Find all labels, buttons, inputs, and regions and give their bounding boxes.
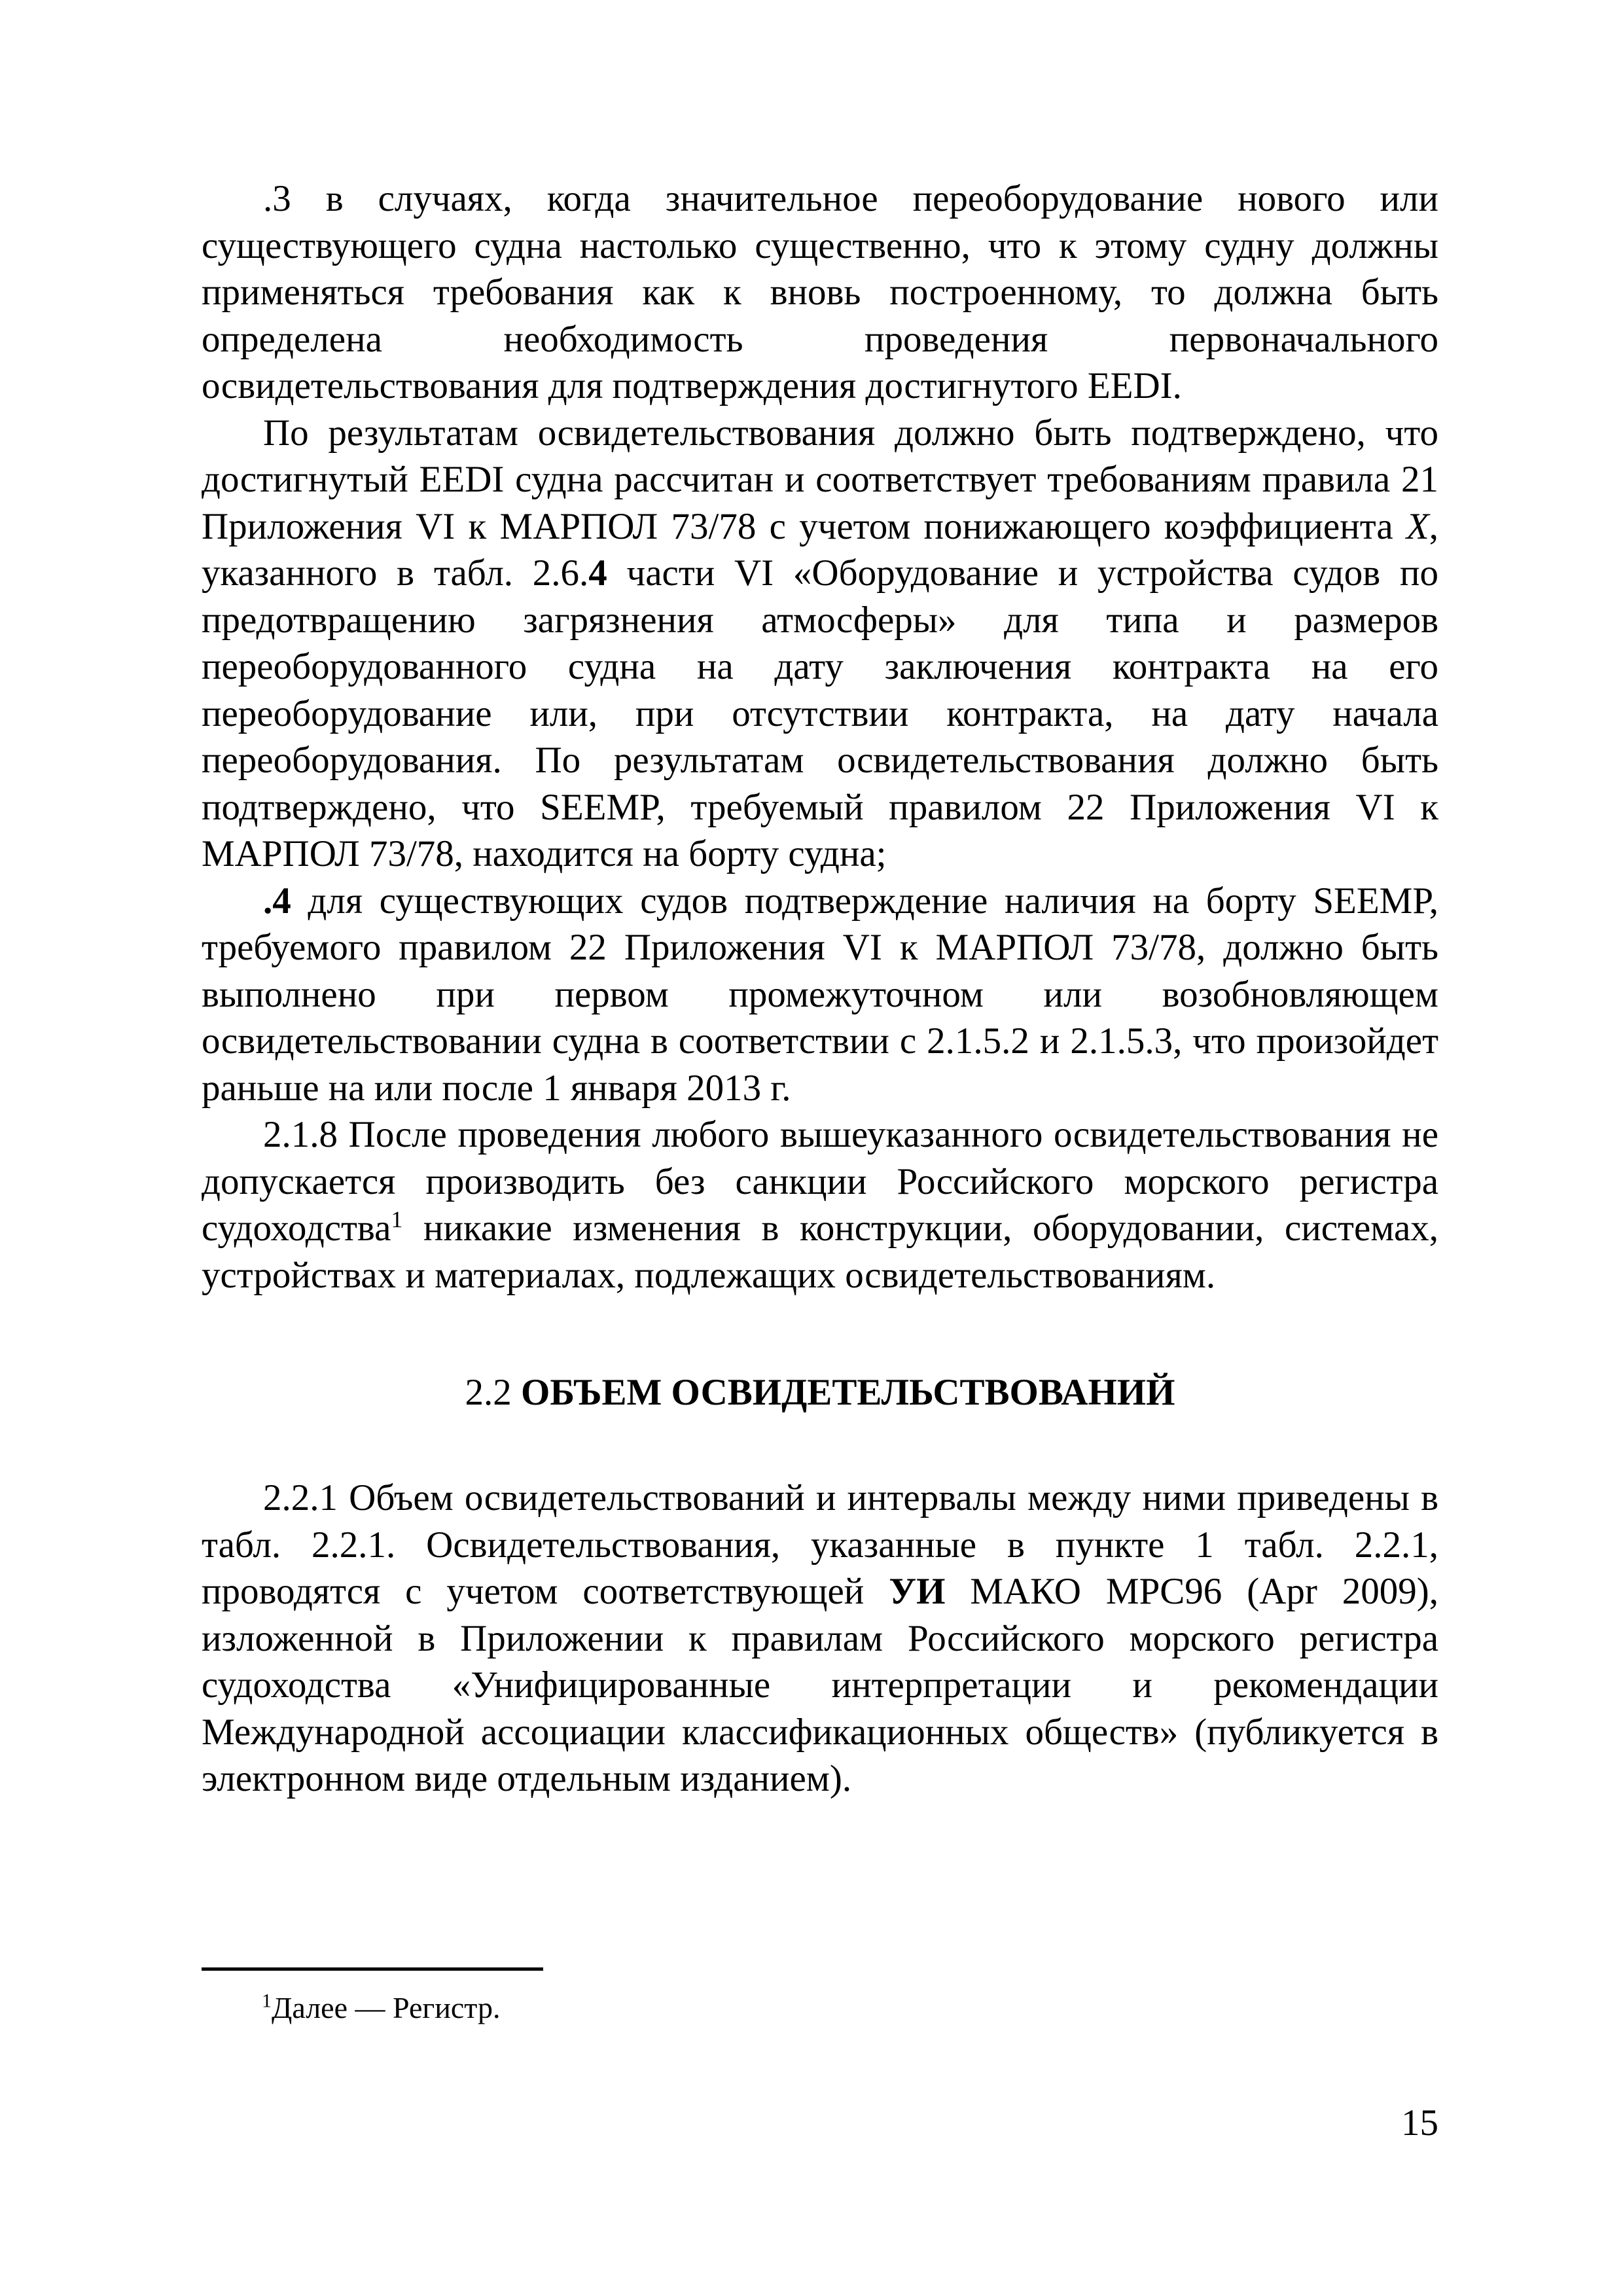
- footnote-text: Далее — Регистр.: [272, 1991, 501, 2024]
- paragraph-item-3: [202, 175, 1438, 410]
- paragraph-text: МАКО MPC96 (Apr 2009), изложенной в Приложении к правилам Российского морского регистра судоходства «Унифицированные интерпретации и рекомендации Международной ассоциации классификационных обществ» (публикуется в электронном виде отдельным изданием).: [202, 1571, 1439, 1799]
- paragraph-text: никакие изменения в конструкции, оборудовании, системах, устройствах и материалах, подлежащих освидетельствованиям.: [202, 1208, 1438, 1296]
- table-ref-bold: 4: [588, 552, 607, 594]
- paragraph-text: .3 в случаях, когда значительное переоборудование нового или существующего судна настолько существенно, что к этому судну должны применяться требования как к вновь построенному, то должна быть определена необходимость проведения первоначального освидетельствования для подтверждения достигнутого EEDI.: [202, 178, 1438, 406]
- section-heading: [202, 1369, 1438, 1416]
- paragraph-text: По результатам освидетельствования должно быть подтверждено, что достигнутый EEDI судна рассчитан и соответствует требованиям правила 21 Приложения VI к МАРПОЛ 73/78 с учетом понижающего коэффициента: [202, 412, 1438, 547]
- paragraph-survey-results: [202, 410, 1438, 878]
- section-number: 2.2: [465, 1372, 521, 1413]
- page-number: 15: [1401, 2102, 1438, 2144]
- paragraph-text: для существующих судов подтверждение наличия на борту SEEMP, требуемого правилом 22 Приложения VI к МАРПОЛ 73/78, должно быть выполнено при первом промежуточном или возобновляющем освидетельствовании судна в соответствии с 2.1.5.2 и 2.1.5.3, что произойдет раньше на или после 1 января 2013 г.: [202, 880, 1438, 1109]
- footnote-reference[interactable]: 1: [391, 1206, 403, 1232]
- footnote-divider: [202, 1967, 543, 1971]
- paragraph-2-2-1: [202, 1475, 1438, 1803]
- item-number: .4: [263, 880, 291, 922]
- paragraph-text: части VI «Оборудование и устройства судов по предотвращению загрязнения атмосферы» для типа и размеров переоборудованного судна на дату заключения контракта на его переоборудование или, при отсутствии контракта, на дату начала переоборудования. По результатам освидетельствования должно быть подтверждено, что SEEMP, требуемый правилом 22 Приложения VI к МАРПОЛ 73/78, находится на борту судна;: [202, 552, 1438, 874]
- body-text-lower: [202, 1475, 1438, 1803]
- body-text-upper: [202, 175, 1438, 1299]
- paragraph-text: , указанного в табл. 2.6.: [202, 505, 1438, 594]
- footnote-marker: 1: [262, 1990, 272, 2012]
- coefficient-x: X: [1406, 505, 1429, 547]
- paragraph-2-1-8: [202, 1111, 1438, 1299]
- paragraph-text: 2.2.1 Объем освидетельствований и интервалы между ними приведены в табл. 2.2.1. Освидетельствования, указанные в пункте 1 табл. 2.2.1, проводятся с учетом соответствующей: [202, 1477, 1438, 1612]
- section-title: ОБЪЕМ ОСВИДЕТЕЛЬСТВОВАНИЙ: [521, 1372, 1175, 1413]
- footnote: [262, 1988, 500, 2028]
- ui-abbrev: УИ: [889, 1571, 946, 1612]
- paragraph-item-4: [202, 878, 1438, 1112]
- paragraph-text: 2.1.8 После проведения любого вышеуказанного освидетельствования не допускается производить без санкции Российского морского регистра судоходства: [202, 1114, 1438, 1249]
